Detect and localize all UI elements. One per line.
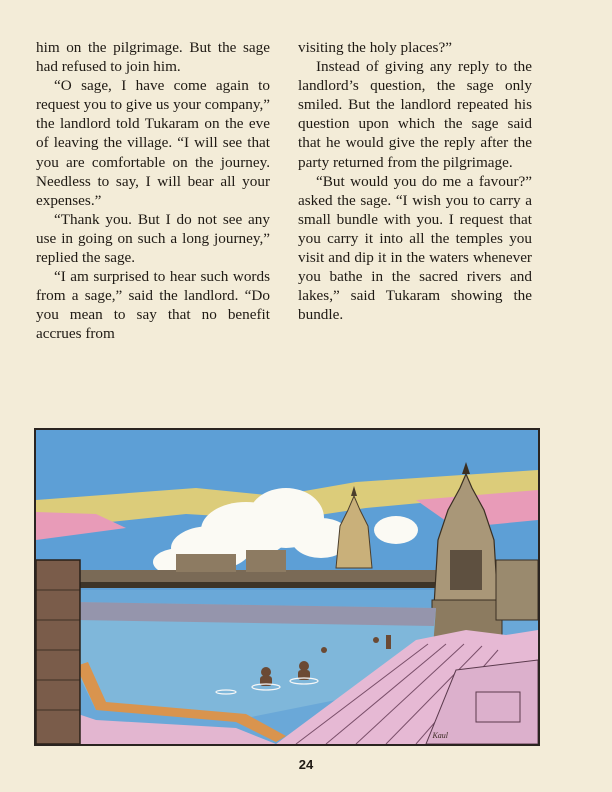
paragraph: “Thank you. But I do not see any use in going on such a long journey,” replied the sage. xyxy=(36,210,270,267)
text-column-right xyxy=(298,38,532,324)
text-column-left xyxy=(36,38,270,344)
artist-signature: Kaul xyxy=(432,731,448,740)
paragraph: him on the pilgrimage. But the sage had refused to join him. xyxy=(36,39,270,76)
paragraph: visiting the holy places?” xyxy=(298,39,452,56)
page-number: 24 xyxy=(298,757,314,772)
paragraph: “But would you do me a favour?” asked the sage. “I wish you to carry a small bundle with you. I request that you carry it into all the temples you visit and dip it in the waters whenever you bathe in the sacred rivers and lakes,” said Tukaram showing the bundle. xyxy=(298,172,532,324)
paragraph: “O sage, I have come again to request you to give us your company,” the landlord told Tukaram on the eve of leaving the village. “I will see that you are comfortable on the journey. Needless to say, I will bear all your expenses.” xyxy=(36,77,270,209)
temple-tank-illustration xyxy=(34,428,540,746)
paragraph: Instead of giving any reply to the landlord’s question, the sage only smiled. But the landlord repeated his question upon which the sage said that he would give the reply after the party returned from the pilgrimage. xyxy=(298,58,532,171)
paragraph: “I am surprised to hear such words from a sage,” said the landlord. “Do you mean to say that no benefit accrues from xyxy=(36,268,270,343)
